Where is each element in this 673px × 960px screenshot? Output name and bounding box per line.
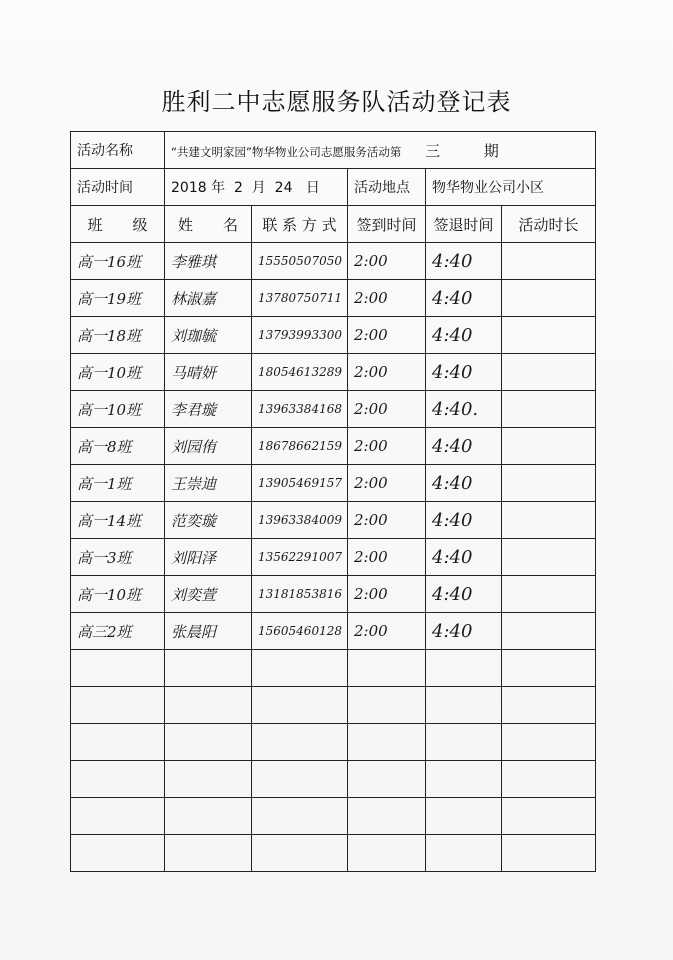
- row-checkout: 4:40: [426, 243, 502, 280]
- period-unit: 期: [483, 141, 499, 160]
- empty-cell: [502, 724, 596, 761]
- empty-row: [71, 724, 596, 761]
- row-checkin: 2:00: [348, 502, 426, 539]
- empty-cell: [165, 798, 252, 835]
- row-name: 林淑嘉: [165, 280, 252, 317]
- empty-cell: [71, 835, 165, 872]
- row-checkout: 4:40: [426, 502, 502, 539]
- empty-cell: [426, 761, 502, 798]
- table-row: [71, 317, 596, 354]
- row-checkout: 4:40: [426, 576, 502, 613]
- row-duration: [502, 354, 596, 391]
- empty-cell: [426, 798, 502, 835]
- empty-row: [71, 761, 596, 798]
- row-class: 高一3班: [71, 539, 165, 576]
- empty-cell: [426, 650, 502, 687]
- empty-row: [71, 687, 596, 724]
- row-checkin: 2:00: [348, 317, 426, 354]
- row-name: 李君璇: [165, 391, 252, 428]
- row-duration: [502, 243, 596, 280]
- row-checkin: 2:00: [348, 613, 426, 650]
- row-checkin: 2:00: [348, 539, 426, 576]
- row-checkout: 4:40.: [426, 391, 502, 428]
- activity-place-label: 活动地点: [348, 169, 426, 206]
- empty-cell: [426, 835, 502, 872]
- col-class-header: 班 级: [71, 206, 165, 243]
- empty-cell: [165, 650, 252, 687]
- empty-cell: [165, 835, 252, 872]
- row-phone: 13780750711: [252, 280, 348, 317]
- row-class: 高一19班: [71, 280, 165, 317]
- empty-cell: [348, 798, 426, 835]
- row-duration: [502, 502, 596, 539]
- empty-cell: [252, 835, 348, 872]
- row-phone: 13793993300: [252, 317, 348, 354]
- row-duration: [502, 576, 596, 613]
- empty-cell: [165, 724, 252, 761]
- row-class: 高三2班: [71, 613, 165, 650]
- row-class: 高一10班: [71, 354, 165, 391]
- period-number: 三: [425, 141, 441, 160]
- empty-cell: [71, 687, 165, 724]
- empty-cell: [348, 724, 426, 761]
- empty-cell: [502, 650, 596, 687]
- empty-cell: [502, 761, 596, 798]
- row-name: 王崇迪: [165, 465, 252, 502]
- activity-name-label: 活动名称: [71, 132, 165, 169]
- activity-name-text: “共建文明家园”物华物业公司志愿服务活动第: [171, 144, 402, 159]
- row-duration: [502, 539, 596, 576]
- row-checkout: 4:40: [426, 354, 502, 391]
- column-header-row: [71, 206, 596, 243]
- page-title: 胜利二中志愿服务队活动登记表: [161, 88, 512, 116]
- activity-time-row: [71, 169, 596, 206]
- table-row: [71, 280, 596, 317]
- empty-cell: [71, 798, 165, 835]
- row-duration: [502, 280, 596, 317]
- row-checkin: 2:00: [348, 391, 426, 428]
- col-phone-header: 联 系 方 式: [252, 206, 348, 243]
- row-phone: 18678662159: [252, 428, 348, 465]
- row-phone: 13963384009: [252, 502, 348, 539]
- row-phone: 13562291007: [252, 539, 348, 576]
- empty-row: [71, 835, 596, 872]
- empty-cell: [165, 687, 252, 724]
- table-row: [71, 391, 596, 428]
- row-checkin: 2:00: [348, 354, 426, 391]
- empty-cell: [348, 650, 426, 687]
- empty-cell: [252, 724, 348, 761]
- table-row: [71, 502, 596, 539]
- table-row: [71, 576, 596, 613]
- empty-cell: [252, 798, 348, 835]
- col-checkout-header: 签退时间: [426, 206, 502, 243]
- empty-cell: [165, 761, 252, 798]
- row-checkin: 2:00: [348, 243, 426, 280]
- row-duration: [502, 428, 596, 465]
- empty-cell: [348, 761, 426, 798]
- row-duration: [502, 465, 596, 502]
- empty-cell: [502, 835, 596, 872]
- row-phone: 13963384168: [252, 391, 348, 428]
- row-checkin: 2:00: [348, 280, 426, 317]
- row-checkout: 4:40: [426, 428, 502, 465]
- row-phone: 13905469157: [252, 465, 348, 502]
- empty-cell: [348, 835, 426, 872]
- row-checkout: 4:40: [426, 280, 502, 317]
- empty-cell: [348, 687, 426, 724]
- row-name: 李雅琪: [165, 243, 252, 280]
- table-row: [71, 354, 596, 391]
- empty-cell: [502, 798, 596, 835]
- empty-cell: [252, 761, 348, 798]
- empty-cell: [502, 687, 596, 724]
- empty-cell: [252, 687, 348, 724]
- registration-table: [70, 131, 596, 872]
- row-checkout: 4:40: [426, 465, 502, 502]
- empty-row: [71, 798, 596, 835]
- row-class: 高一10班: [71, 391, 165, 428]
- row-name: 刘珈毓: [165, 317, 252, 354]
- activity-name-row: [71, 132, 596, 169]
- empty-cell: [426, 687, 502, 724]
- row-phone: 15605460128: [252, 613, 348, 650]
- table-row: [71, 465, 596, 502]
- row-name: 马晴妍: [165, 354, 252, 391]
- row-name: 刘阳泽: [165, 539, 252, 576]
- row-checkout: 4:40: [426, 613, 502, 650]
- empty-cell: [71, 724, 165, 761]
- row-class: 高一8班: [71, 428, 165, 465]
- activity-place-value: 物华物业公司小区: [426, 169, 596, 206]
- row-checkin: 2:00: [348, 576, 426, 613]
- row-checkin: 2:00: [348, 428, 426, 465]
- row-duration: [502, 613, 596, 650]
- empty-cell: [71, 761, 165, 798]
- col-duration-header: 活动时长: [502, 206, 596, 243]
- row-name: 范奕璇: [165, 502, 252, 539]
- empty-cell: [71, 650, 165, 687]
- row-duration: [502, 317, 596, 354]
- row-duration: [502, 391, 596, 428]
- empty-cell: [252, 650, 348, 687]
- activity-time-label: 活动时间: [71, 169, 165, 206]
- row-name: 刘园侑: [165, 428, 252, 465]
- col-checkin-header: 签到时间: [348, 206, 426, 243]
- table-row: [71, 243, 596, 280]
- row-name: 刘奕萱: [165, 576, 252, 613]
- row-class: 高一18班: [71, 317, 165, 354]
- col-name-header: 姓 名: [165, 206, 252, 243]
- row-class: 高一1班: [71, 465, 165, 502]
- row-class: 高一16班: [71, 243, 165, 280]
- row-checkin: 2:00: [348, 465, 426, 502]
- empty-row: [71, 650, 596, 687]
- row-phone: 18054613289: [252, 354, 348, 391]
- table-row: [71, 428, 596, 465]
- row-class: 高一10班: [71, 576, 165, 613]
- row-checkout: 4:40: [426, 317, 502, 354]
- row-class: 高一14班: [71, 502, 165, 539]
- row-name: 张晨阳: [165, 613, 252, 650]
- table-row: [71, 539, 596, 576]
- empty-cell: [426, 724, 502, 761]
- row-checkout: 4:40: [426, 539, 502, 576]
- activity-name-value: [165, 132, 596, 169]
- activity-time-value: 2018 年 2 月 24 日: [165, 169, 348, 206]
- row-phone: 13181853816: [252, 576, 348, 613]
- row-phone: 15550507050: [252, 243, 348, 280]
- table-row: [71, 613, 596, 650]
